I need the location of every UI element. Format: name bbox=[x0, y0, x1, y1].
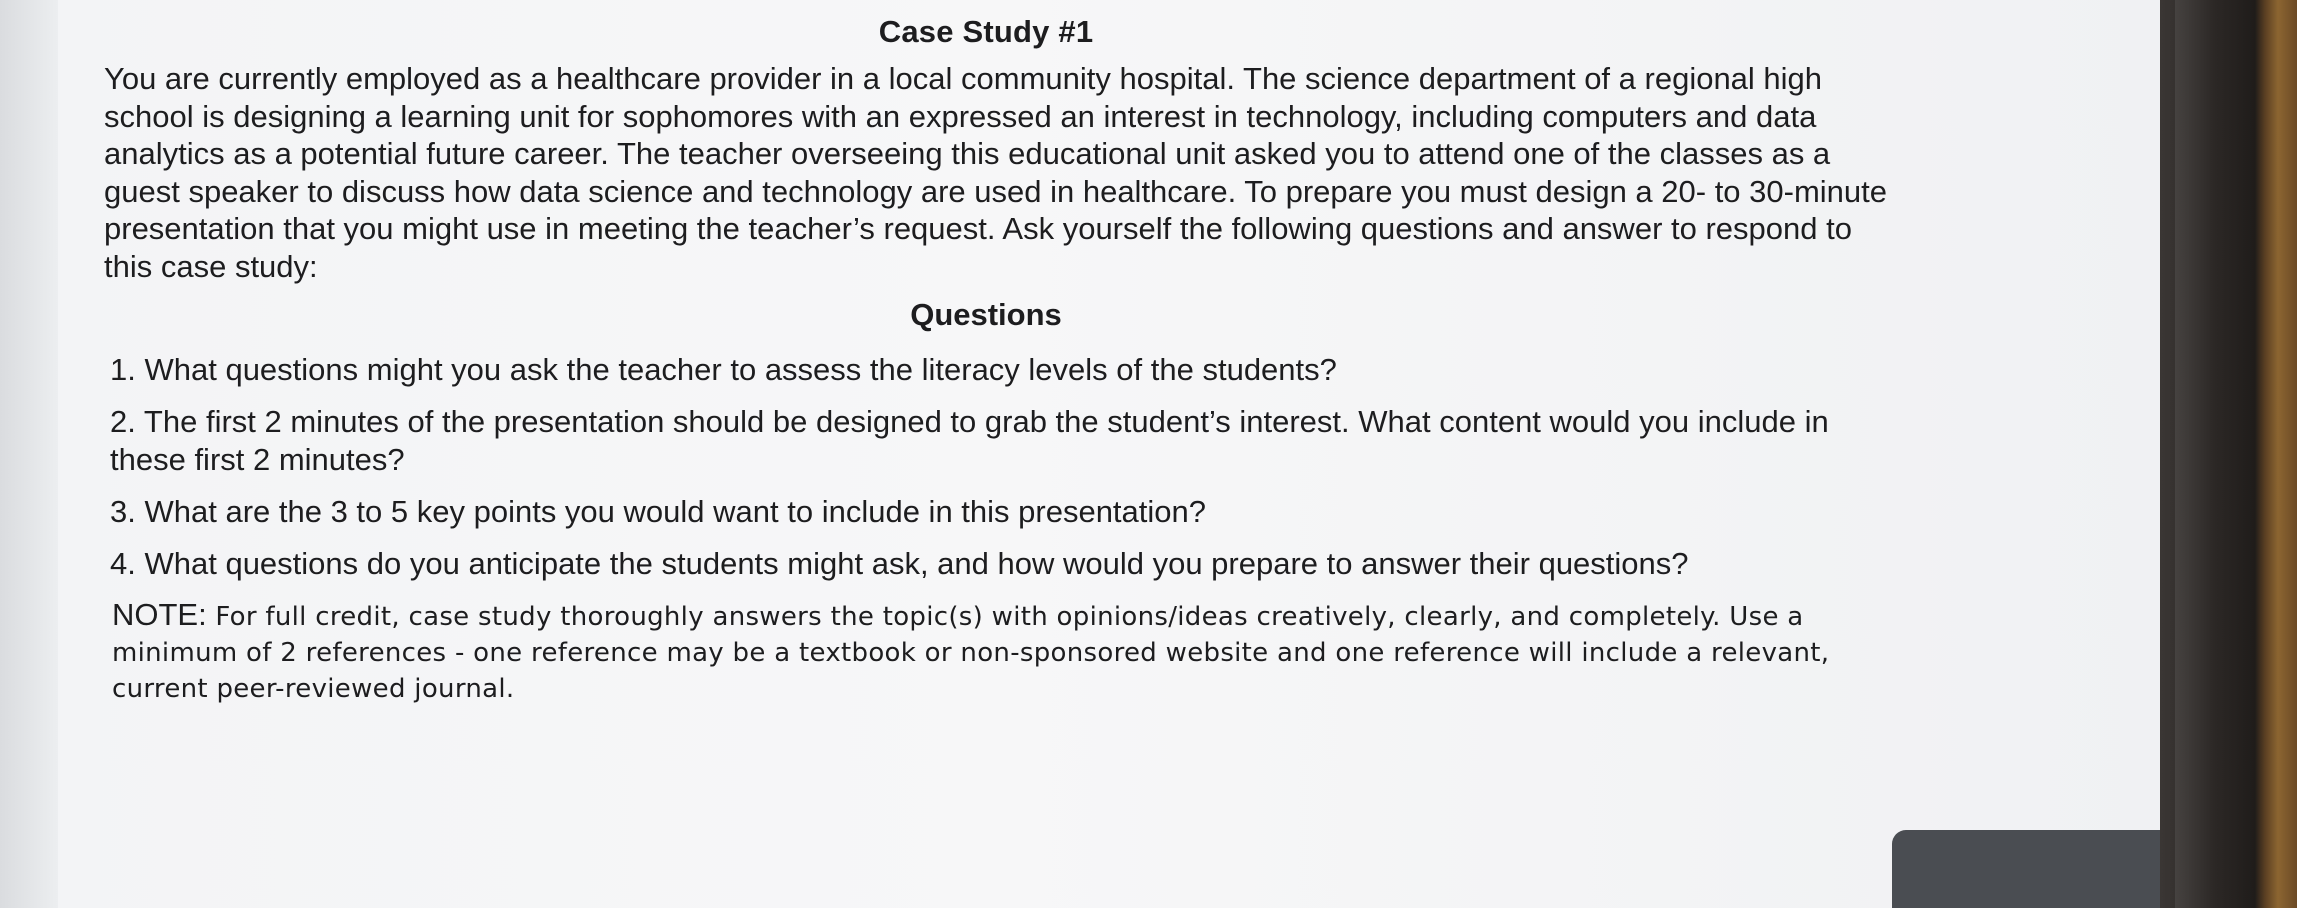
bezel-reflection bbox=[2175, 0, 2215, 908]
page-title: Case Study #1 bbox=[878, 14, 1094, 49]
question-text: What questions might you ask the teacher to assess the literacy levels of the students? bbox=[144, 352, 1337, 387]
note-text: For full credit, case study thoroughly answers the topic(s) with opinions/ideas creatively, clearly, and completely. Use a minimum of 2 references - one reference may be a textbook or non-sponsored website and one reference will include a relevant, current peer-reviewed journal. bbox=[112, 602, 1830, 704]
intro-paragraph: You are currently employed as a healthcare provider in a local community hospital. The science department of a regional high school is designing a learning unit for sophomores with an expressed an interest in technology, including computers and data analytics as a potential future career. The teacher overseeing this educational unit asked you to attend one of the classes as a guest speaker to discuss how data science and technology are used in healthcare. To prepare you must design a 20- to 30-minute presentation that you might use in meeting the teacher’s request. Ask yourself the following questions and answer to respond to this case study: bbox=[104, 61, 1888, 284]
question-number: 1. bbox=[110, 352, 136, 387]
grading-note bbox=[112, 597, 1912, 707]
question-item bbox=[110, 351, 1900, 389]
document-content bbox=[104, 14, 1904, 707]
question-number: 2. bbox=[110, 404, 136, 439]
questions-list bbox=[110, 351, 1904, 583]
question-text: What are the 3 to 5 key points you would want to include in this presentation? bbox=[144, 494, 1207, 529]
question-text: The first 2 minutes of the presentation should be designed to grab the student’s interest. What content would you include in these first 2 minutes? bbox=[110, 404, 1829, 477]
note-label: NOTE: bbox=[112, 597, 207, 632]
corner-panel bbox=[1892, 830, 2192, 908]
question-text: What questions do you anticipate the students might ask, and how would you prepare to answer their questions? bbox=[144, 546, 1689, 581]
question-item bbox=[110, 493, 1900, 531]
question-number: 3. bbox=[110, 494, 136, 529]
page-left-margin bbox=[0, 0, 58, 908]
question-item bbox=[110, 545, 1900, 583]
question-number: 4. bbox=[110, 546, 136, 581]
questions-heading: Questions bbox=[910, 297, 1062, 332]
question-item bbox=[110, 403, 1900, 479]
